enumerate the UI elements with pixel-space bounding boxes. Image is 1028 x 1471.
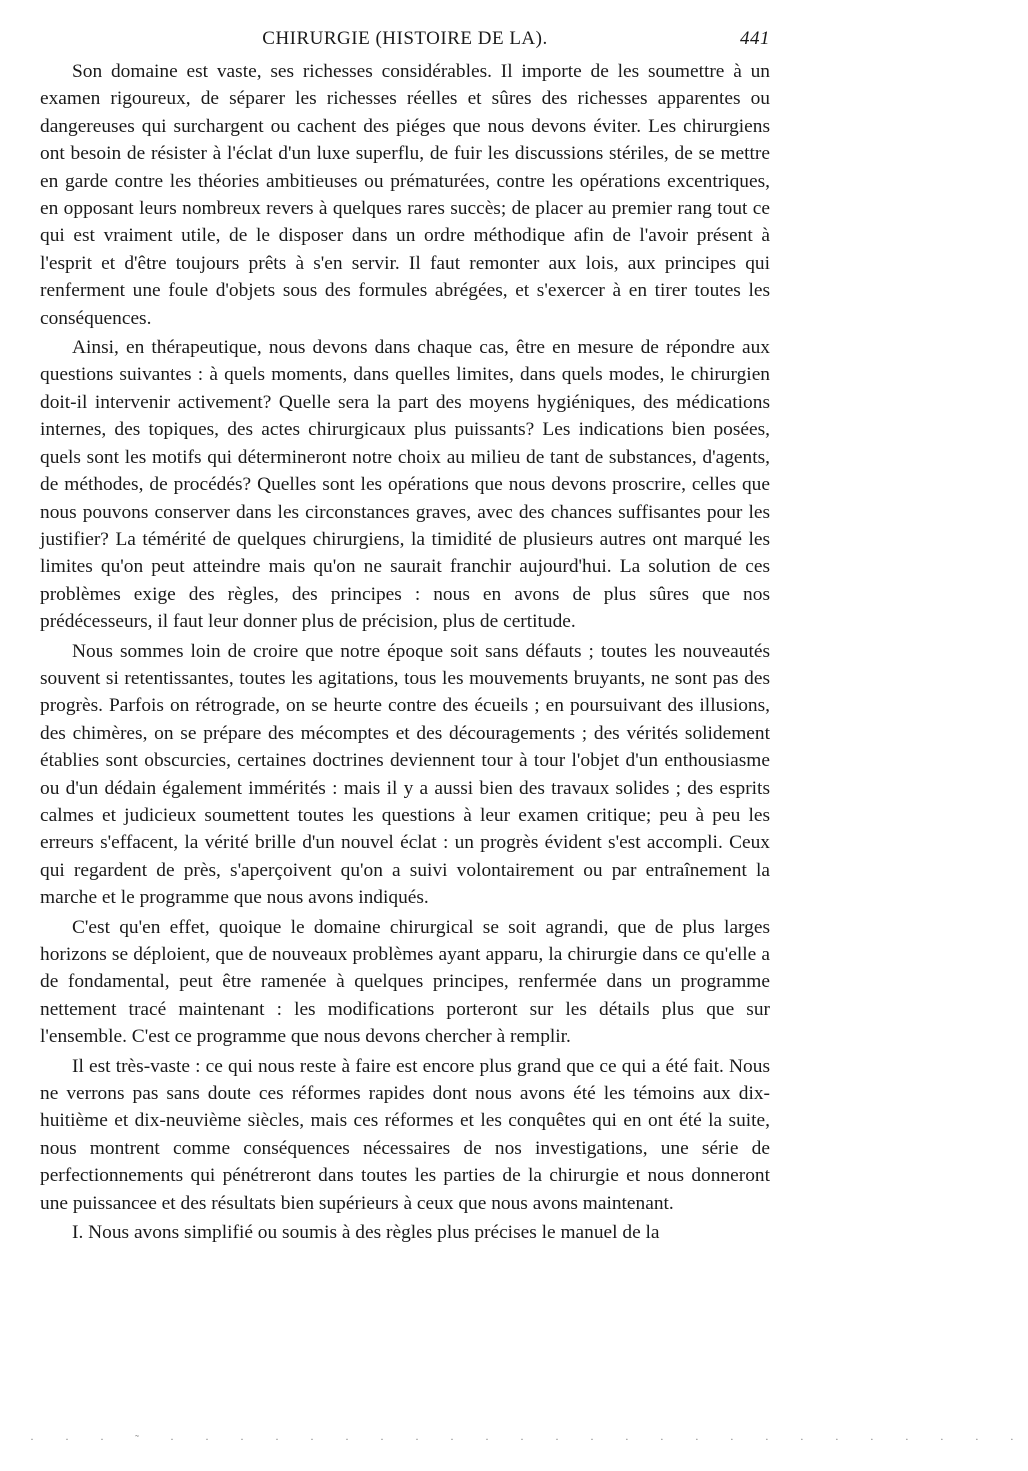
running-title: CHIRURGIE (HISTOIRE DE LA). xyxy=(262,28,548,49)
paragraph: Nous sommes loin de croire que notre époque soit sans défauts ; toutes les nouveautés souvent si retentissantes, toutes les agitations, tous les mouvements bruyants, ne sont pas des progrès. Parfois on rétrograde, on se heurte contre des écueils ; en poursuivant des illusions, des chimères, on se prépare des mécomptes et des découragements ; des vérités solidement établies sont obscurcies, certaines doctrines deviennent tour à tour l'objet d'un enthousiasme ou d'un dédain également immérités : mais il y a aussi bien des travaux solides ; des esprits calmes et judicieux soumettent toutes les questions à leur examen critique; peu à peu les erreurs s'effacent, la vérité brille d'un nouvel éclat : un progrès évident s'est accompli. Ceux qui regardent de près, s'aperçoivent qu'on a suivi volontairement ou par entraînement la marche et le programme que nous avons indiqués. xyxy=(40,640,770,909)
paragraph: Son domaine est vaste, ses richesses considérables. Il importe de les soumettre à un examen rigoureux, de séparer les richesses réelles et sûres des richesses apparentes ou dangereuses qui surchargent ou cachent des piéges que nous devons éviter. Les chirurgiens ont besoin de résister à l'éclat d'un luxe superflu, de fuir les discussions stériles, de se mettre en garde contre les théories ambitieuses ou prématurées, contre les opérations excentriques, en opposant leurs nombreux revers à quelques rares succès; de placer au premier rang tout ce qui est vraiment utile, de le disposer dans un ordre méthodique afin de l'avoir présent à l'esprit et d'être toujours prêts à s'en servir. Il faut remonter aux lois, aux principes qui renferment une foule d'objets sous des formules abrégées, et s'exercer à en tirer toutes les conséquences. xyxy=(40,61,770,329)
book-page xyxy=(40,28,770,1246)
page-number: 441 xyxy=(740,28,770,49)
running-header xyxy=(40,28,770,58)
paragraph: C'est qu'en effet, quoique le domaine chirurgical se soit agrandi, que de plus larges horizons se déploient, que de nouveaux problèmes ayant apparu, la chirurgie dans ce qu'elle a de fondamental, peut être ramenée à quelques principes, renfermée dans un programme nettement tracé maintenant : les modifications porteront sur les détails plus que sur l'ensemble. C'est ce programme que nous devons chercher à remplir. xyxy=(40,916,770,1048)
paragraph: I. Nous avons simplifié ou soumis à des règles plus précises le manuel de la xyxy=(72,1222,660,1244)
paragraph: Il est très-vaste : ce qui nous reste à faire est encore plus grand que ce qui a été fait. Nous ne verrons pas sans doute ces réformes rapides dont nous avons été les témoins aux dix-huitième et dix-neuvième siècles, mais ces réformes et les conquêtes qui en ont été la suite, nous montrent comme conséquences nécessaires de nos investigations, une série de perfectionnements qui pénétreront dans toutes les parties de la chirurgie et nous donneront une puissancee et des résultats bien supérieurs à ceux que nous avons maintenant. xyxy=(40,1055,770,1214)
scan-noise-dots: · · · ˜ · · · · · · · · · · · · · · · · · · · · · · · · · xyxy=(30,1432,1028,1446)
paragraph: Ainsi, en thérapeutique, nous devons dans chaque cas, être en mesure de répondre aux questions suivantes : à quels moments, dans quelles limites, dans quels modes, le chirurgien doit-il intervenir activement? Quelle sera la part des moyens hygiéniques, des médications internes, des topiques, des actes chirurgicaux plus puissants? Les indications bien posées, quels sont les motifs qui détermineront notre choix au milieu de tant de substances, d'agents, de méthodes, de procédés? Quelles sont les opérations que nous devons proscrire, celles que nous pouvons conserver dans les circonstances graves, avec des chances suffisantes pour les justifier? La témérité de quelques chirurgiens, la timidité de plusieurs autres ont marqué les limites qu'on peut atteindre mais qu'on ne saurait franchir aujourd'hui. La solution de ces problèmes exige des règles, des principes : nous en avons de plus sûres que nos prédécesseurs, il faut leur donner plus de précision, plus de certitude. xyxy=(40,337,770,633)
body-text xyxy=(40,58,770,1246)
